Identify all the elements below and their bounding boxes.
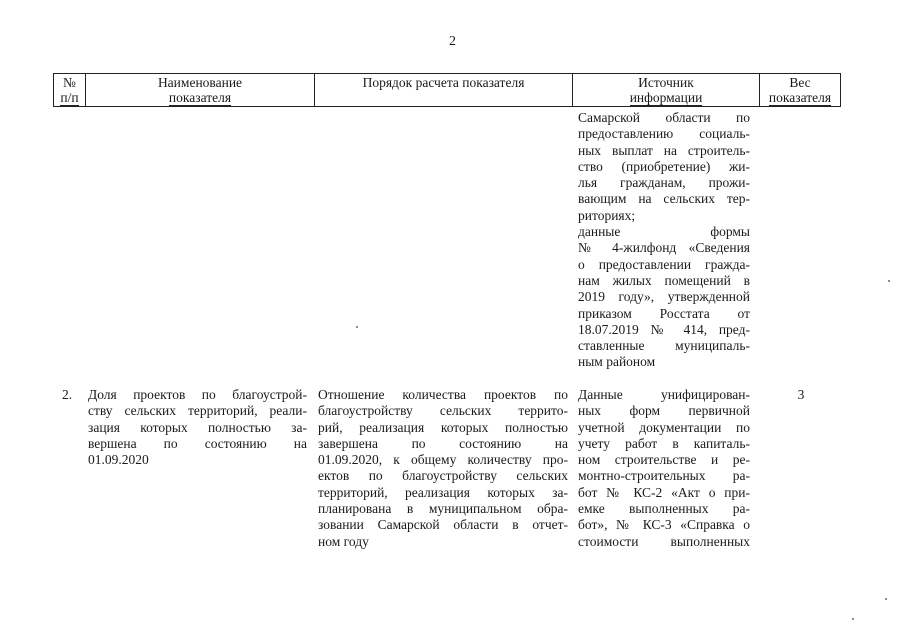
text-line: бот», № КС-3 «Справка о	[578, 517, 750, 533]
text-line: ных форм первичной	[578, 403, 750, 419]
text-line: предоставлению социаль-	[578, 126, 750, 142]
text-line: бот № КС-2 «Акт о при-	[578, 484, 750, 500]
text-line: завершена по состоянию на	[318, 435, 568, 451]
header-source	[573, 74, 760, 107]
text-line: данные формы	[578, 224, 750, 240]
text-line: стоимости выполненных	[578, 533, 750, 549]
text-line: ным районом	[578, 354, 656, 370]
header-number-line-1: №	[63, 75, 76, 90]
text-line: о предоставлении гражда-	[578, 256, 750, 272]
header-name	[86, 74, 315, 107]
text-line: приказом Росстата от	[578, 305, 750, 321]
header-calculation-line-1: Порядок расчета показателя	[362, 75, 525, 90]
text-line: Самарской области по	[578, 110, 750, 125]
header-source-line-2: информации	[629, 90, 703, 105]
text-line: территорий, реализация которых за-	[318, 484, 568, 500]
text-line: 01.09.2020	[88, 452, 149, 468]
text-line: 18.07.2019 № 414, пред-	[578, 321, 750, 337]
text-line: нам жилых помещений в	[578, 272, 750, 288]
text-line: зация которых полностью за-	[88, 419, 307, 435]
text-line: ном строительстве и ре-	[578, 452, 750, 468]
text-line: вающим на сельских тер-	[578, 191, 750, 207]
header-weight-line-1: Вес	[789, 75, 811, 90]
text-line: № 4-жилфонд «Сведения	[578, 240, 750, 256]
row-2-source	[578, 387, 750, 550]
header-source-line-1: Источник	[638, 75, 694, 90]
text-line: планирована в муниципальном обра-	[318, 501, 568, 517]
header-name-line-2: показателя	[168, 90, 232, 105]
text-line: 01.09.2020, к общему количеству про-	[318, 452, 568, 468]
header-calculation	[315, 74, 573, 107]
text-line: зовании Самарской области в отчет-	[318, 517, 568, 533]
text-line: ству сельских территорий, реали-	[88, 403, 307, 419]
text-line: 2019 году», утвержденной	[578, 289, 750, 305]
header-number	[54, 74, 86, 107]
text-line: учетной документации по	[578, 419, 750, 435]
text-line: ство (приобретение) жи-	[578, 158, 750, 174]
scan-speck	[356, 326, 358, 328]
text-line: лья гражданам, прожи-	[578, 175, 750, 191]
row-2-name	[88, 387, 307, 468]
row-2-weight: 3	[797, 387, 805, 402]
header-weight	[760, 74, 841, 107]
scan-speck	[852, 618, 854, 620]
text-line: риториях;	[578, 207, 636, 223]
scan-speck	[885, 598, 887, 600]
text-line: Отношение количества проектов по	[318, 387, 568, 402]
text-line: ставленные муниципаль-	[578, 338, 750, 354]
page-number: 2	[449, 34, 456, 49]
text-line: ных выплат на строитель-	[578, 142, 750, 158]
header-name-line-1: Наименование	[157, 75, 243, 90]
text-line: благоустройству сельских террито-	[318, 403, 568, 419]
text-line: ном году	[318, 533, 369, 549]
text-line: Доля проектов по благоустрой-	[88, 387, 307, 402]
continued-source-cell	[578, 110, 750, 371]
table-header	[53, 73, 841, 107]
text-line: рий, реализация которых полностью	[318, 419, 568, 435]
row-2-number: 2.	[62, 387, 73, 402]
text-line: монтно-строительных ра-	[578, 468, 750, 484]
text-line: учету работ в капиталь-	[578, 435, 750, 451]
text-line: емке выполненных ра-	[578, 501, 750, 517]
row-2-calculation	[318, 387, 568, 550]
header-number-line-2: п/п	[60, 90, 79, 105]
text-line: Данные унифицирован-	[578, 387, 750, 402]
scan-speck	[888, 280, 890, 282]
header-weight-line-2: показателя	[768, 90, 832, 105]
text-line: вершена по состоянию на	[88, 435, 307, 451]
text-line: ектов по благоустройству сельских	[318, 468, 568, 484]
